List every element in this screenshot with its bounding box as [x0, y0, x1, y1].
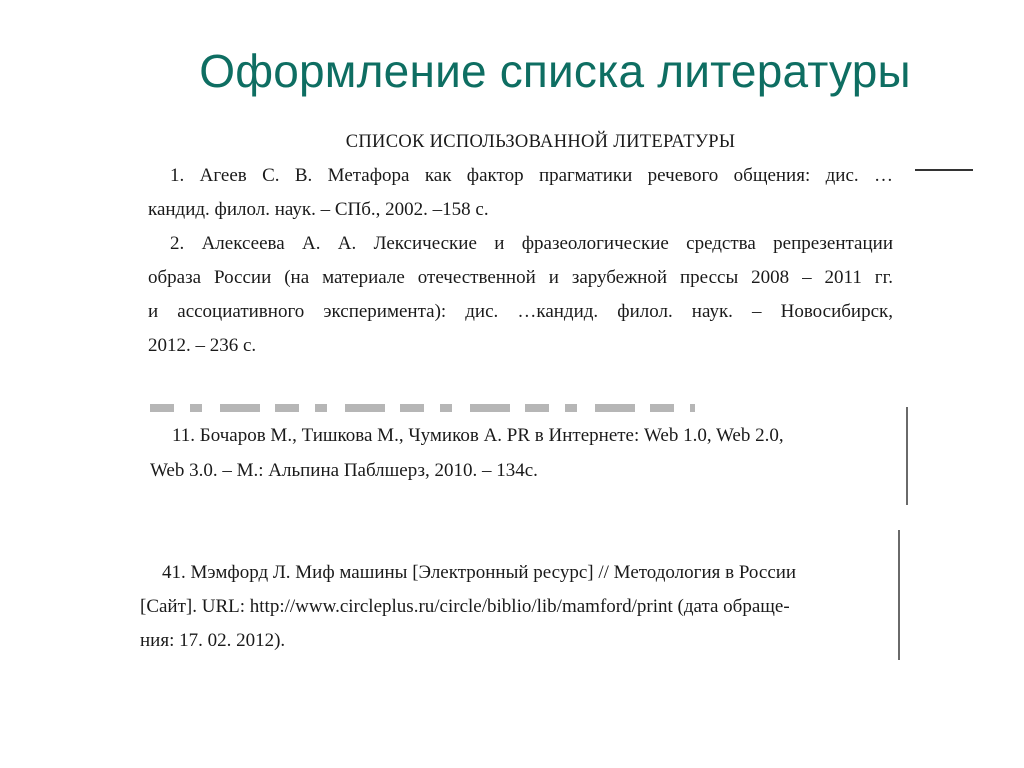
entry-11-line-1: 11. Бочаров М., Тишкова М., Чумиков А. PR в Интернете: Web 1.0, Web 2.0, — [172, 425, 784, 446]
entry-1-line-2: кандид. филол. наук. – СПб., 2002. –158 с. — [148, 199, 489, 220]
page-edge-line — [898, 530, 900, 660]
entry-41-line-1: 41. Мэмфорд Л. Миф машины [Электронный ресурс] // Методология в России — [162, 562, 797, 583]
bibliography-heading: СПИСОК ИСПОЛЬЗОВАННОЙ ЛИТЕРАТУРЫ — [345, 132, 736, 152]
entry-2-line-3: и ассоциативного эксперимента): дис. …кандид. филол. наук. – Новосибирск, — [148, 301, 893, 322]
horizontal-rule — [915, 169, 973, 171]
entry-2-line-4: 2012. – 236 с. — [148, 335, 257, 356]
entry-41-line-2: [Сайт]. URL: http://www.circleplus.ru/circle/biblio/lib/mamford/print (дата обраще- — [140, 596, 790, 617]
bibliography-excerpt-3 — [140, 556, 845, 658]
page-edge-line — [906, 407, 908, 505]
bibliography-excerpt-2 — [150, 418, 850, 488]
bibliography-entry-11 — [150, 418, 850, 488]
entry-1-line-1: 1. Агеев С. В. Метафора как фактор прагматики речевого общения: дис. … — [170, 165, 893, 186]
bibliography-entry-41 — [140, 556, 845, 658]
bibliography-entry-2 — [148, 227, 893, 363]
bibliography-excerpt-1 — [148, 128, 893, 363]
slide-title: Оформление списка литературы — [199, 45, 911, 97]
cut-text-line — [150, 404, 695, 412]
entry-41-line-3: ния: 17. 02. 2012). — [140, 630, 286, 651]
entry-11-line-2: Web 3.0. – М.: Альпина Паблшерз, 2010. – 134с. — [150, 460, 538, 481]
entry-2-line-2: образа России (на материале отечественной и зарубежной прессы 2008 – 2011 гг. — [148, 267, 893, 288]
entry-2-line-1: 2. Алексеева А. А. Лексические и фразеологические средства репрезентации — [170, 233, 893, 254]
bibliography-entry-1 — [148, 159, 893, 227]
